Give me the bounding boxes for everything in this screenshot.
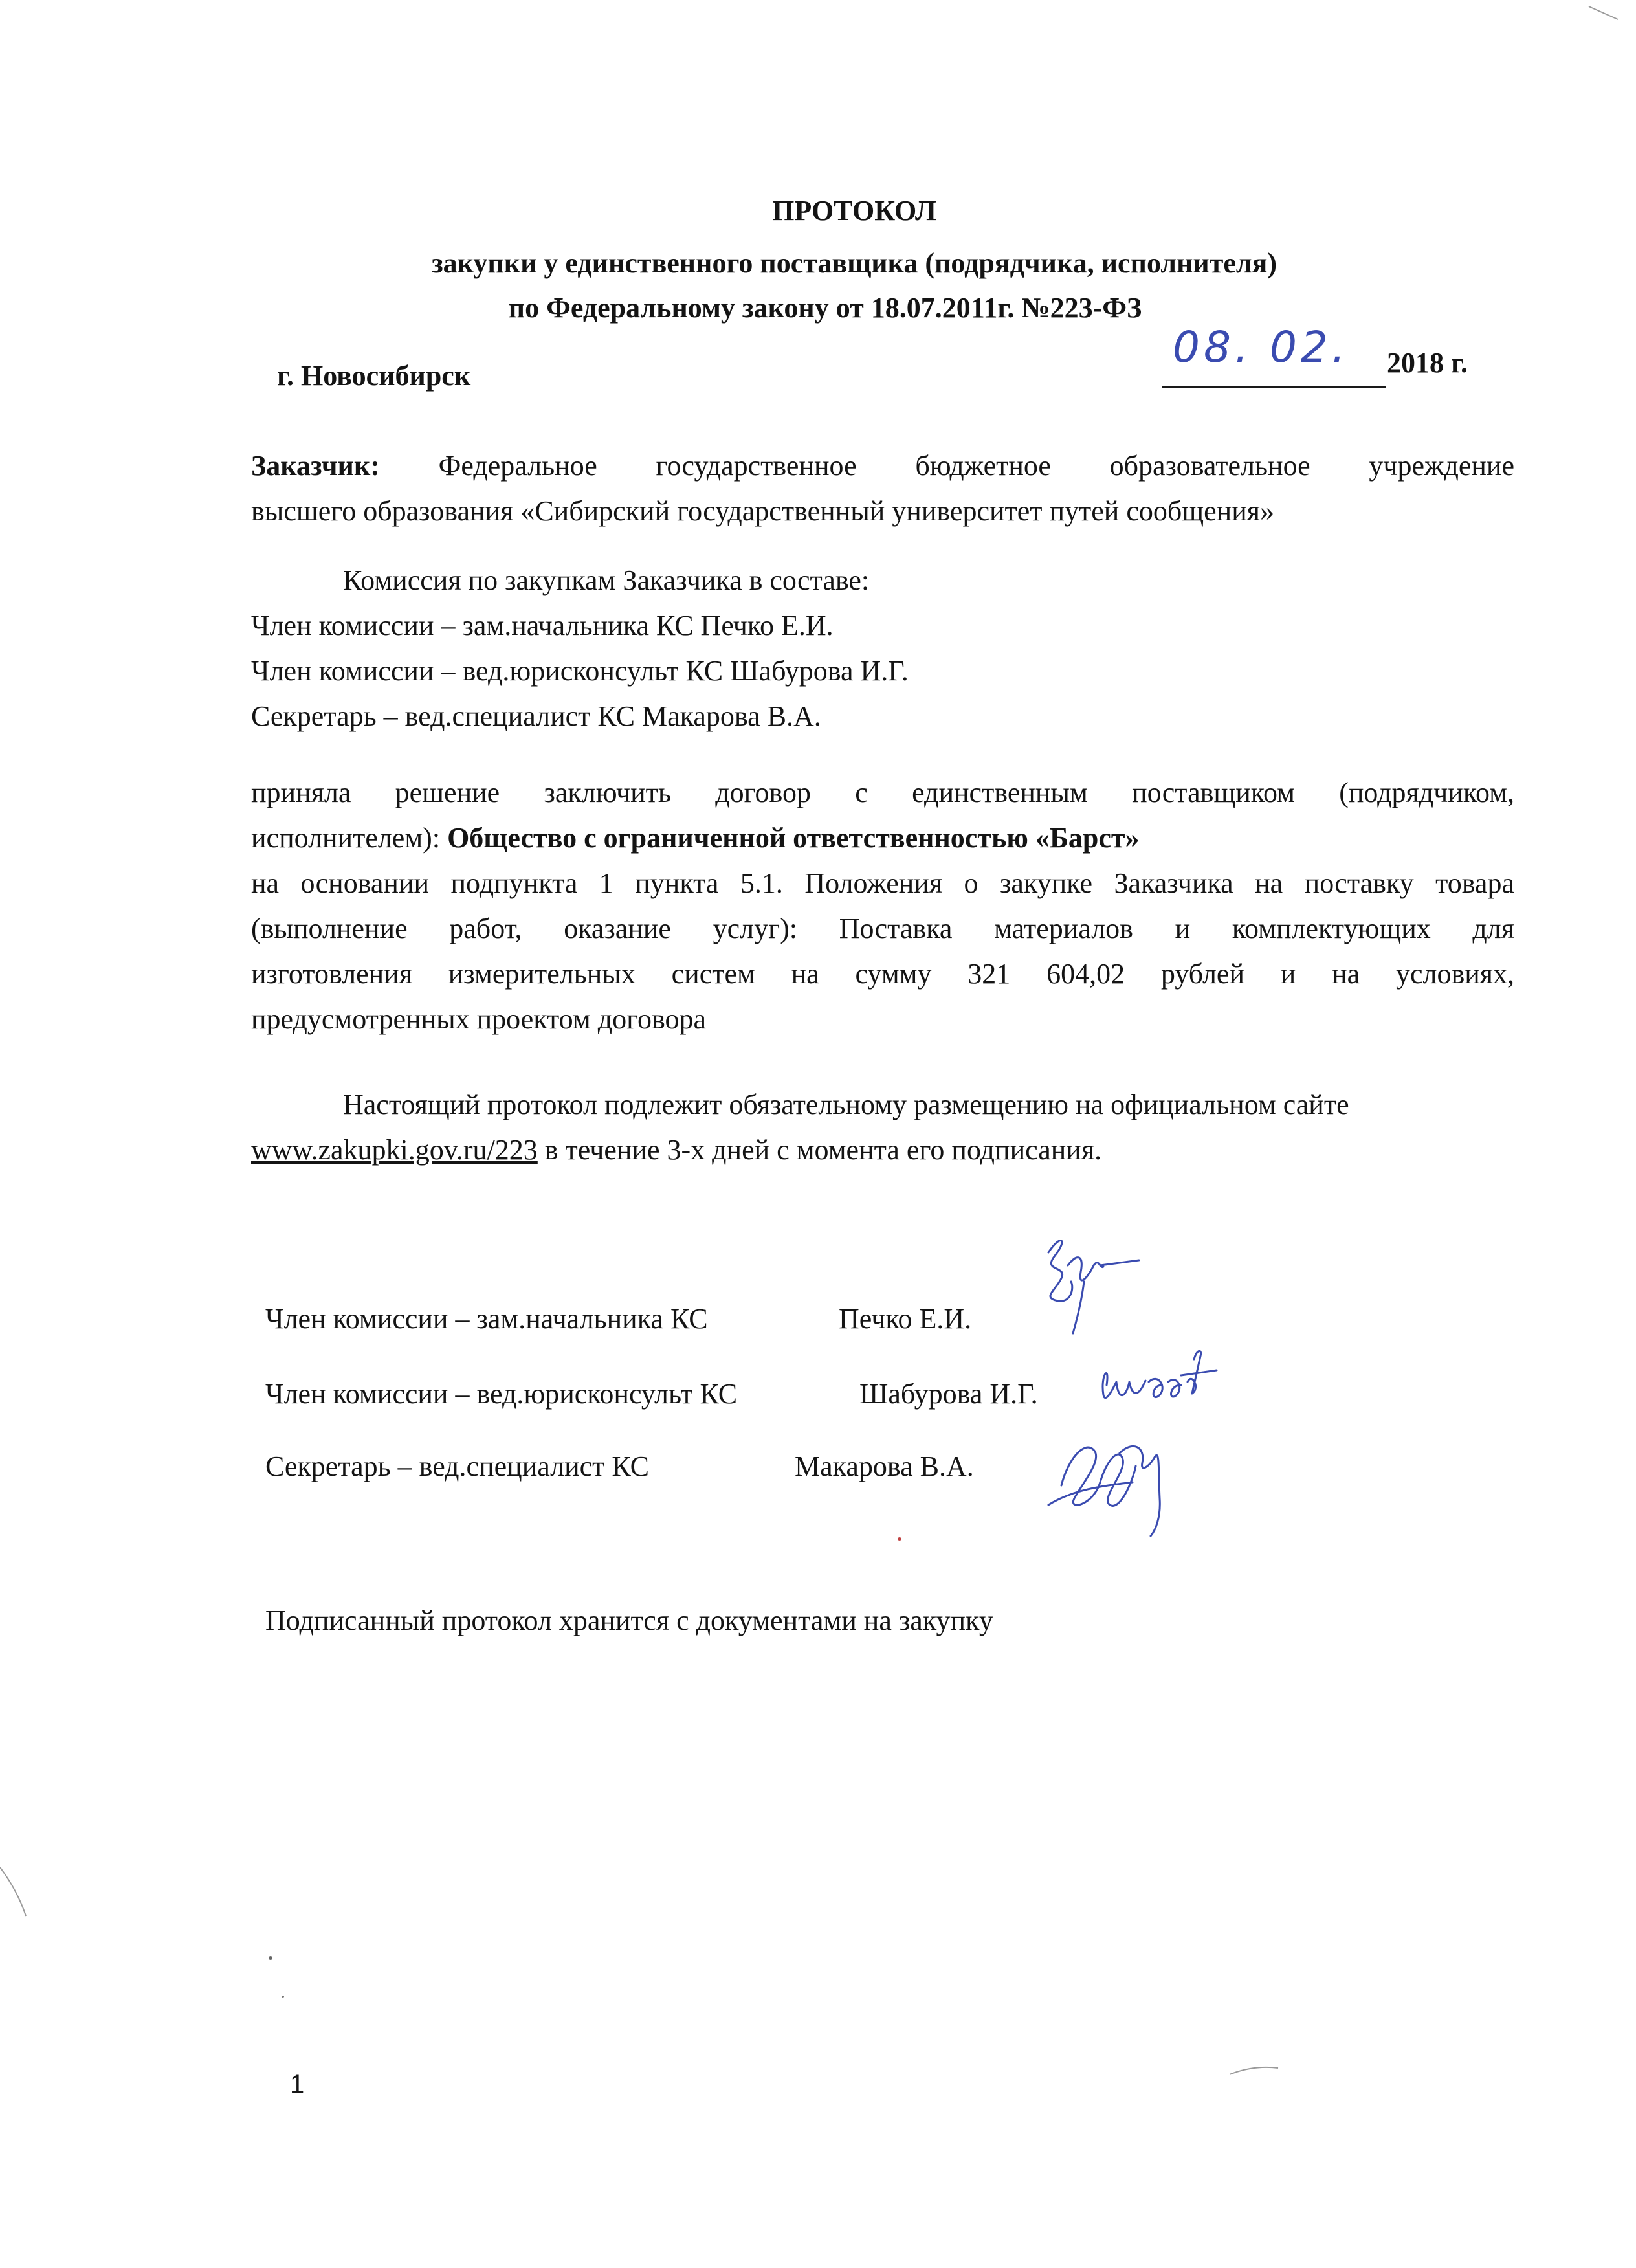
signature-1-stroke bbox=[1073, 1282, 1084, 1333]
date-year: 2018 г. bbox=[1387, 347, 1468, 379]
handwritten-date: 08. 02. bbox=[1173, 322, 1349, 372]
commission-intro: Комиссия по закупкам Заказчика в составе: bbox=[343, 564, 870, 596]
signature-2-stroke bbox=[1103, 1373, 1145, 1397]
decision-line-5: изготовления измерительных систем на сумму 321 604,02 рублей и на условиях, bbox=[251, 958, 1514, 990]
commission-member: Секретарь – вед.специалист КС Макарова В.А. bbox=[251, 700, 821, 732]
commission-paragraph bbox=[251, 558, 1514, 739]
decision-line-1: приняла решение заключить договор с единственным поставщиком (подрядчиком, bbox=[251, 777, 1514, 808]
customer-line-1 bbox=[251, 443, 1514, 489]
scan-edge-mark bbox=[1230, 2067, 1278, 2074]
document-subtitle-line1: закупки у единственного поставщика (подрядчика, исполнителя) bbox=[431, 247, 1277, 279]
decision-line-4: (выполнение работ, оказание услуг): Поставка материалов и комплектующих для bbox=[251, 913, 1514, 944]
signature-3-stroke bbox=[1061, 1447, 1136, 1506]
scan-dot bbox=[282, 1996, 284, 1998]
signatory-role: Член комиссии – вед.юрисконсульт КС bbox=[265, 1378, 738, 1410]
handwritten-signatures bbox=[1022, 1227, 1294, 1563]
scan-dot bbox=[898, 1537, 901, 1541]
decision-line2-prefix: исполнителем): bbox=[251, 822, 441, 854]
scan-edge-mark bbox=[1589, 6, 1618, 19]
zakupki-link[interactable]: www.zakupki.gov.ru/223 bbox=[251, 1134, 538, 1166]
document-subtitle-line2: по Федеральному закону от 18.07.2011г. №223-ФЗ bbox=[508, 292, 1142, 324]
signatory-name: Макарова В.А. bbox=[795, 1451, 974, 1482]
city-label: г. Новосибирск bbox=[277, 360, 471, 392]
signature-2-stroke bbox=[1149, 1379, 1162, 1397]
page-number: 1 bbox=[290, 2070, 305, 2098]
customer-line-2: высшего образования «Сибирский государственный университет путей сообщения» bbox=[251, 495, 1275, 527]
signature-2-stroke bbox=[1168, 1380, 1181, 1397]
decision-paragraph bbox=[251, 770, 1514, 1042]
signatory-role: Член комиссии – зам.начальника КС bbox=[265, 1303, 708, 1335]
commission-member: Член комиссии – вед.юрисконсульт КС Шабурова И.Г. bbox=[251, 655, 909, 687]
scan-dot bbox=[269, 1956, 272, 1960]
signature-3-stroke bbox=[1120, 1446, 1160, 1536]
decision-line-6: предусмотренных проектом договора bbox=[251, 1003, 707, 1035]
customer-paragraph bbox=[251, 443, 1514, 534]
signature-1-stroke bbox=[1048, 1240, 1072, 1301]
document-title: ПРОТОКОЛ bbox=[772, 195, 936, 227]
customer-label: Заказчик: bbox=[251, 450, 380, 482]
publication-line-1: Настоящий протокол подлежит обязательному размещению на официальном сайте bbox=[343, 1089, 1349, 1120]
publication-line-2 bbox=[251, 1128, 1514, 1173]
storage-note: Подписанный протокол хранится с документами на закупку bbox=[265, 1605, 993, 1636]
decision-line-2 bbox=[251, 816, 1514, 861]
signatory-role: Секретарь – вед.специалист КС bbox=[265, 1451, 650, 1482]
signature-1-stroke bbox=[1100, 1260, 1139, 1265]
signatory-name: Шабурова И.Г. bbox=[859, 1378, 1038, 1410]
signature-2-stroke bbox=[1181, 1370, 1217, 1375]
signatory-name: Печко Е.И. bbox=[839, 1303, 972, 1335]
customer-line1-text: Федеральное государственное бюджетное образовательное учреждение bbox=[438, 450, 1514, 482]
publication-paragraph bbox=[251, 1082, 1514, 1173]
decision-line-3: на основании подпункта 1 пункта 5.1. Положения о закупке Заказчика на поставку товара bbox=[251, 867, 1514, 899]
commission-member: Член комиссии – зам.начальника КС Печко Е.И. bbox=[251, 610, 834, 641]
signature-1-stroke bbox=[1068, 1258, 1103, 1280]
scan-edge-mark bbox=[0, 1867, 26, 1916]
publication-line2-rest: в течение 3-х дней с момента его подписания. bbox=[537, 1134, 1102, 1166]
date-underline bbox=[1162, 386, 1386, 388]
supplier-name: Общество с ограниченной ответственностью «Барст» bbox=[447, 822, 1140, 854]
